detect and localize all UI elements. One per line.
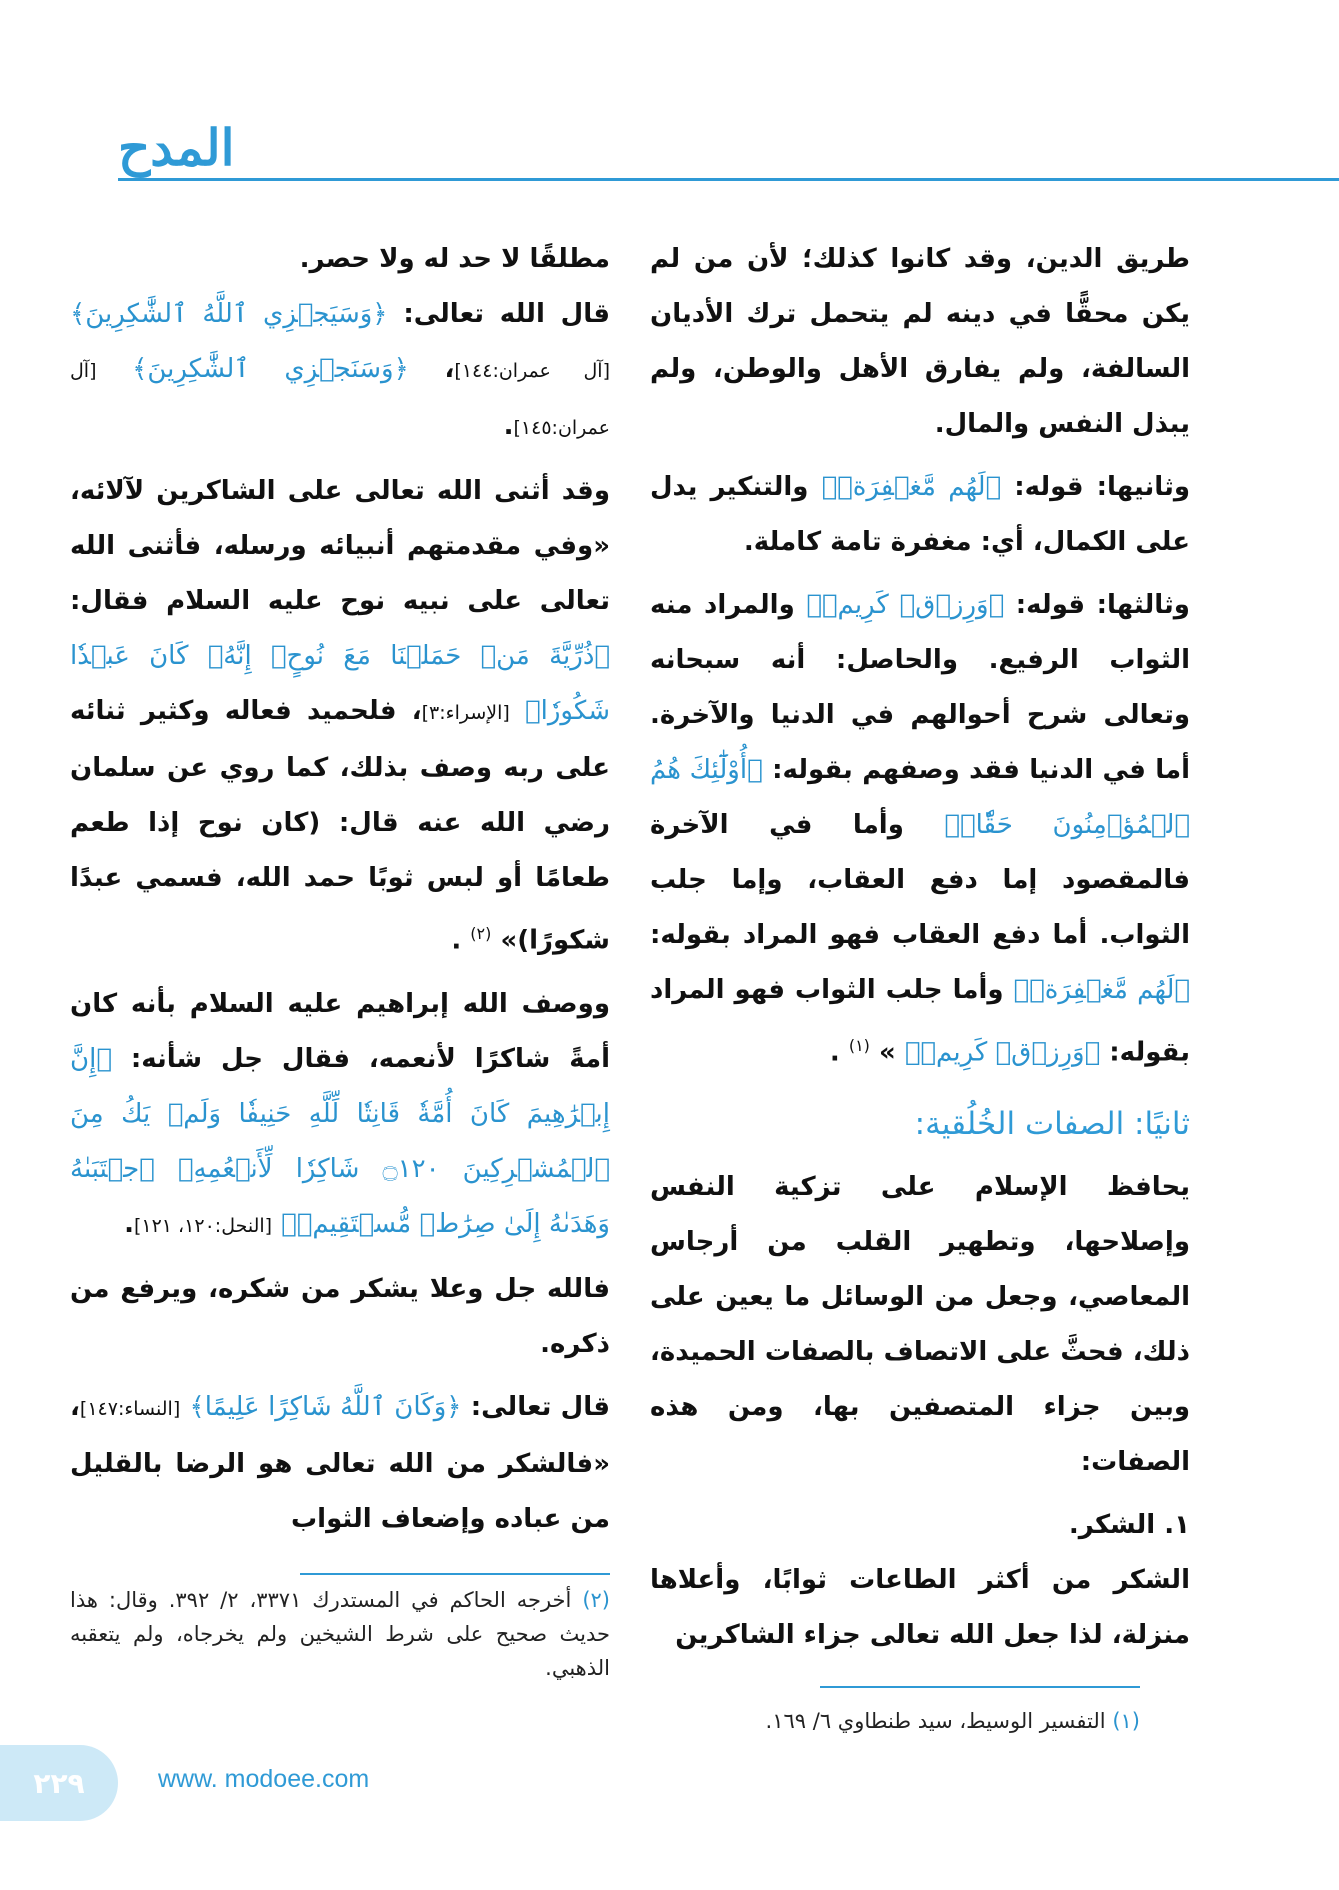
paragraph: قال الله تعالى: ﴿وَسَيَجۡزِي ٱللَّهُ ٱلشَّٰكِرِينَ﴾ [آل عمران:١٤٤]، ﴿وَسَنَجۡزِي ٱلشَّٰكِرِينَ﴾ [آل عمران:١٤٥]. bbox=[70, 299, 611, 441]
footnote-2: (٢) أخرجه الحاكم في المستدرك ٣٣٧١، ٢/ ٣٩٢. وقال: هذا حديث صحيح على شرط الشيخين ولم يخرجاه، ولم يتعقبه الذهبي. bbox=[70, 1588, 610, 1680]
quran-verse: ﴿أُوْلَٰٓئِكَ هُمُ ٱلۡمُؤۡمِنُونَ حَقّٗاۚ﴾ bbox=[650, 755, 1191, 840]
page-number: ٢٢٩ bbox=[0, 1745, 118, 1821]
footnote-ref-2[interactable]: (٢) bbox=[470, 924, 492, 943]
site-link[interactable]: www. modoee.com bbox=[158, 1765, 370, 1793]
paragraph: طريق الدين، وقد كانوا كذلك؛ لأن من لم يكن محقًّا في دينه لم يتحمل ترك الأديان السالفة، ولم يفارق الأهل والوطن، ولم يبذل النفس والمال. bbox=[650, 244, 1190, 439]
left-column bbox=[70, 232, 610, 1547]
footnote-1: (١) التفسير الوسيط، سيد طنطاوي ٦/ ١٦٩. bbox=[765, 1709, 1140, 1733]
paragraph: الشكر من أكثر الطاعات ثوابًا، وأعلاها منزلة، لذا جعل الله تعالى جزاء الشاكرين bbox=[650, 1564, 1190, 1650]
quran-verse: ﴿وَرِزۡقٞ كَرِيمٞ﴾ bbox=[904, 1037, 1101, 1068]
quran-verse: ﴿وَسَيَجۡزِي ٱللَّهُ ٱلشَّٰكِرِينَ﴾ bbox=[70, 299, 388, 329]
quran-verse: ﴿لَهُم مَّغۡفِرَةٞ﴾ bbox=[821, 472, 1002, 502]
paragraph: مطلقًا لا حد له ولا حصر. bbox=[299, 244, 610, 274]
footnote-divider-left bbox=[300, 1573, 610, 1575]
paragraph: وثالثها: قوله: ﴿وَرِزۡقٞ كَرِيمٞ﴾ والمراد منه الثواب الرفيع. والحاصل: أنه سبحانه وتعالى شرح أحوالهم في الدنيا والآخرة. أما في الدنيا فقد وصفهم بقوله: ﴿أُوْلَٰٓئِكَ هُمُ ٱلۡمُؤۡمِنُونَ حَقّٗاۚ﴾ وأما في الآخرة فالمقصود إما دفع العقاب، وإما جلب الثواب. أما دفع العقاب فهو المراد بقوله: ﴿لَهُم مَّغۡفِرَةٞ﴾ وأما جلب الثواب فهو المراد بقوله: ﴿وَرِزۡقٞ كَرِيمٞ﴾ » $^{(١)}$ . bbox=[650, 590, 1191, 1068]
list-item: ١. الشكر. bbox=[1068, 1509, 1190, 1540]
quran-verse: ﴿وَرِزۡقٞ كَرِيمٞ﴾ bbox=[806, 590, 1005, 620]
section-heading: ثانيًا: الصفات الخُلُقية: bbox=[914, 1105, 1190, 1142]
header-divider bbox=[118, 178, 1339, 181]
quran-verse: ﴿ذُرِّيَّةَ مَنۡ حَمَلۡنَا مَعَ نُوحٍۚ إِنَّهُۥ كَانَ عَبۡدٗا شَكُورٗا﴾ bbox=[70, 641, 610, 726]
quran-verse: ﴿لَهُم مَّغۡفِرَةٞ﴾ bbox=[1013, 975, 1190, 1005]
paragraph: قال تعالى: ﴿وَكَانَ ٱللَّهُ شَاكِرًا عَلِيمًا﴾ [النساء:١٤٧]، «فالشكر من الله تعالى هو الرضا بالقليل من عباده وإضعاف الثواب bbox=[70, 1391, 610, 1534]
footnote-divider-right bbox=[820, 1686, 1140, 1688]
verse-reference: [آل عمران:١٤٤] bbox=[454, 360, 611, 382]
quran-verse: ﴿إِنَّ إِبۡرَٰهِيمَ كَانَ أُمَّةٗ قَانِتٗا لِّلَّهِ حَنِيفٗا وَلَمۡ يَكُ مِنَ ٱلۡمُشۡرِكِينَ ۝١٢٠ شَاكِرٗا لِّأَنۡعُمِهِۚ ٱجۡتَبَىٰهُ وَهَدَىٰهُ إِلَىٰ صِرَٰطٖ مُّسۡتَقِيمٖ﴾ bbox=[70, 1043, 610, 1239]
verse-reference: [النحل:١٢٠، ١٢١] bbox=[133, 1214, 273, 1237]
footnote-ref-1[interactable]: (١) bbox=[848, 1036, 870, 1055]
paragraph: يحافظ الإسلام على تزكية النفس وإصلاحها، وتطهير القلب من أرجاس المعاصي، وجعل من الوسائل ما يعين على ذلك، فحثَّ على الاتصاف بالصفات الحميدة، وبين جزاء المتصفين بها، ومن هذه الصفات: bbox=[650, 1171, 1190, 1477]
verse-reference: [آل عمران:١٤٥] bbox=[70, 360, 610, 439]
verse-reference: [الإسراء:٣] bbox=[421, 702, 510, 724]
quran-verse: ﴿وَسَنَجۡزِي ٱلشَّٰكِرِينَ﴾ bbox=[132, 354, 409, 384]
quran-verse: ﴿وَكَانَ ٱللَّهُ شَاكِرًا عَلِيمًا﴾ bbox=[189, 1391, 462, 1422]
paragraph: وثانيها: قوله: ﴿لَهُم مَّغۡفِرَةٞ﴾ والتنكير يدل على الكمال، أي: مغفرة تامة كاملة. bbox=[650, 472, 1190, 557]
paragraph: فالله جل وعلا يشكر من شكره، ويرفع من ذكره. bbox=[70, 1273, 610, 1359]
paragraph: ووصف الله إبراهيم عليه السلام بأنه كان أمةً شاكرًا لأنعمه، فقال جل شأنه: ﴿إِنَّ إِبۡرَٰهِيمَ كَانَ أُمَّةٗ قَانِتٗا لِّلَّهِ حَنِيفٗا وَلَمۡ يَكُ مِنَ ٱلۡمُشۡرِكِينَ ۝١٢٠ شَاكِرٗا لِّأَنۡعُمِهِۚ ٱجۡتَبَىٰهُ وَهَدَىٰهُ إِلَىٰ صِرَٰطٖ مُّسۡتَقِيمٖ﴾ [النحل:١٢٠، ١٢١]. bbox=[70, 988, 610, 1239]
paragraph: وقد أثنى الله تعالى على الشاكرين لآلائه، «وفي مقدمتهم أنبيائه ورسله، فأثنى الله تعالى على نبيه نوح عليه السلام فقال: ﴿ذُرِّيَّةَ مَنۡ حَمَلۡنَا مَعَ نُوحٍۚ إِنَّهُۥ كَانَ عَبۡدٗا شَكُورٗا﴾ [الإسراء:٣]، فلحميد فعاله وكثير ثنائه على ربه وصف بذلك، كما روي عن سلمان رضي الله عنه قال: (كان نوح إذا طعم طعامًا أو لبس ثوبًا حمد الله، فسمي عبدًا شكورًا)» $^{(٢)}$ . bbox=[70, 476, 610, 956]
right-column bbox=[650, 232, 1190, 1663]
verse-reference: [النساء:١٤٧] bbox=[79, 1397, 181, 1420]
running-header-title: المدح bbox=[118, 118, 235, 177]
